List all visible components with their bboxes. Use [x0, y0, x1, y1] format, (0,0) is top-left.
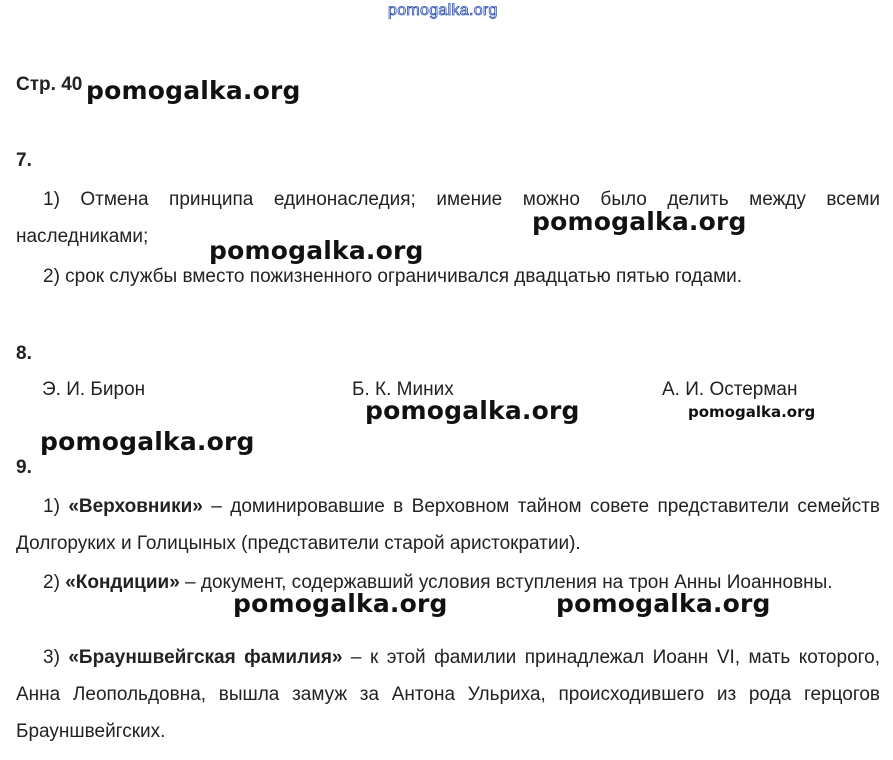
q9-item3-num: 3)	[43, 647, 60, 668]
question-9-number: 9.	[16, 457, 32, 478]
person-name-minikh: Б. К. Миних	[352, 379, 454, 400]
q9-item2-term: «Кондиции»	[65, 572, 180, 593]
q9-item2-def: – документ, содержавший условия вступления на трон Анны Иоанновны.	[179, 572, 833, 593]
watermark: pomogalka.org	[40, 427, 255, 456]
q9-item1-num: 1)	[43, 496, 60, 517]
site-header-link[interactable]: pomogalka.org	[388, 2, 498, 19]
watermark: pomogalka.org	[688, 403, 816, 421]
q9-item1-term: «Верховники»	[68, 496, 203, 517]
q7-item1-text: 1) Отмена принципа единонаследия; имение можно было делить между всеми наследниками;	[16, 189, 880, 247]
watermark: pomogalka.org	[532, 207, 747, 236]
person-name-osterman: А. И. Остерман	[662, 379, 798, 400]
watermark: pomogalka.org	[209, 236, 424, 265]
watermark: pomogalka.org	[86, 76, 301, 105]
question-9-item-3	[16, 639, 880, 750]
q7-item2-text: 2) срок службы вместо пожизненного ограничивался двадцатью пятью годами.	[43, 266, 743, 287]
question-8-number: 8.	[16, 343, 32, 364]
question-7-number: 7.	[16, 150, 32, 171]
q9-item2-num: 2)	[43, 572, 60, 593]
question-9-item-1	[16, 488, 880, 562]
watermark: pomogalka.org	[365, 396, 580, 425]
q9-item3-term: «Брауншвейгская фамилия»	[68, 647, 343, 668]
watermark: pomogalka.org	[556, 589, 771, 618]
watermark: pomogalka.org	[233, 589, 448, 618]
q9-item3-def: – к этой фамилии принадлежал Иоанн VI, мать которого, Анна Леопольдовна, вышла замуж за Антона Ульриха, происходившего из рода герцогов Брауншвейгских.	[16, 647, 880, 742]
page-label: Стр. 40	[16, 74, 83, 95]
person-name-biron: Э. И. Бирон	[42, 379, 146, 400]
q9-item1-def: – доминировавшие в Верховном тайном совете представители семейств Долгоруких и Голицыных (представители старой аристократии).	[16, 496, 880, 554]
question-7-item-1	[16, 181, 880, 255]
question-7-item-2	[16, 258, 880, 295]
